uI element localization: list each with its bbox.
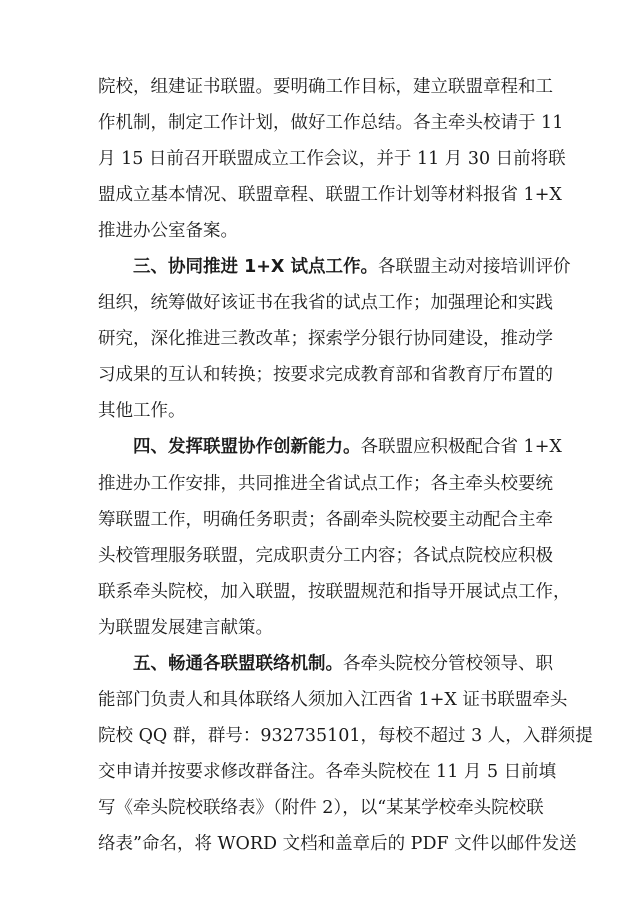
text-run: 各联盟应积极配合省 1+X xyxy=(360,437,562,457)
text-line: 交申请并按要求修改群备注。各牵头院校在 11 月 5 日前填 xyxy=(98,762,557,782)
paragraph-first-line xyxy=(133,649,553,679)
text-line: 习成果的互认和转换；按要求完成教育部和省教育厅布置的 xyxy=(98,365,553,385)
text-line: 筹联盟工作，明确任务职责；各副牵头院校要主动配合主牵 xyxy=(98,510,553,530)
text-line: 头校管理服务联盟，完成职责分工内容；各试点院校应积极 xyxy=(98,546,553,566)
text-line: 推进办公室备案。 xyxy=(98,221,238,241)
text-line: 联系牵头院校，加入联盟，按联盟规范和指导开展试点工作， xyxy=(98,582,571,602)
text-line: 研究，深化推进三教改革；探索学分银行协同建设，推动学 xyxy=(98,329,553,349)
section-heading: 三、协同推进 1+X 试点工作。 xyxy=(133,257,379,277)
text-line: 组织，统筹做好该证书在我省的试点工作；加强理论和实践 xyxy=(98,293,553,313)
text-line: 写《牵头院校联络表》（附件 2），以“某某学校牵头院校联 xyxy=(98,798,544,818)
text-line: 推进办工作安排，共同推进全省试点工作；各主牵头校要统 xyxy=(98,474,553,494)
text-line: 院校，组建证书联盟。要明确工作目标，建立联盟章程和工 xyxy=(98,77,553,97)
text-line: 能部门负责人和具体联络人须加入江西省 1+X 证书联盟牵头 xyxy=(98,690,568,710)
text-line: 月 15 日前召开联盟成立工作会议，并于 11 月 30 日前将联 xyxy=(98,149,566,169)
text-run: 各联盟主动对接培训评价 xyxy=(378,257,571,277)
paragraph-first-line xyxy=(133,432,562,462)
text-line: 为联盟发展建言献策。 xyxy=(98,618,273,638)
section-heading: 五、畅通各联盟联络机制。 xyxy=(133,654,343,674)
text-run: 各牵头院校分管校领导、职 xyxy=(343,654,553,674)
text-line: 盟成立基本情况、联盟章程、联盟工作计划等材料报省 1+X xyxy=(98,185,562,205)
paragraph-first-line xyxy=(133,252,571,282)
text-line: 院校 QQ 群，群号：932735101，每校不超过 3 人，入群须提 xyxy=(98,726,593,746)
text-line: 其他工作。 xyxy=(98,401,186,421)
section-heading: 四、发挥联盟协作创新能力。 xyxy=(133,437,361,457)
text-line: 络表”命名，将 WORD 文档和盖章后的 PDF 文件以邮件发送 xyxy=(98,834,577,854)
text-line: 作机制，制定工作计划，做好工作总结。各主牵头校请于 11 xyxy=(98,113,564,133)
